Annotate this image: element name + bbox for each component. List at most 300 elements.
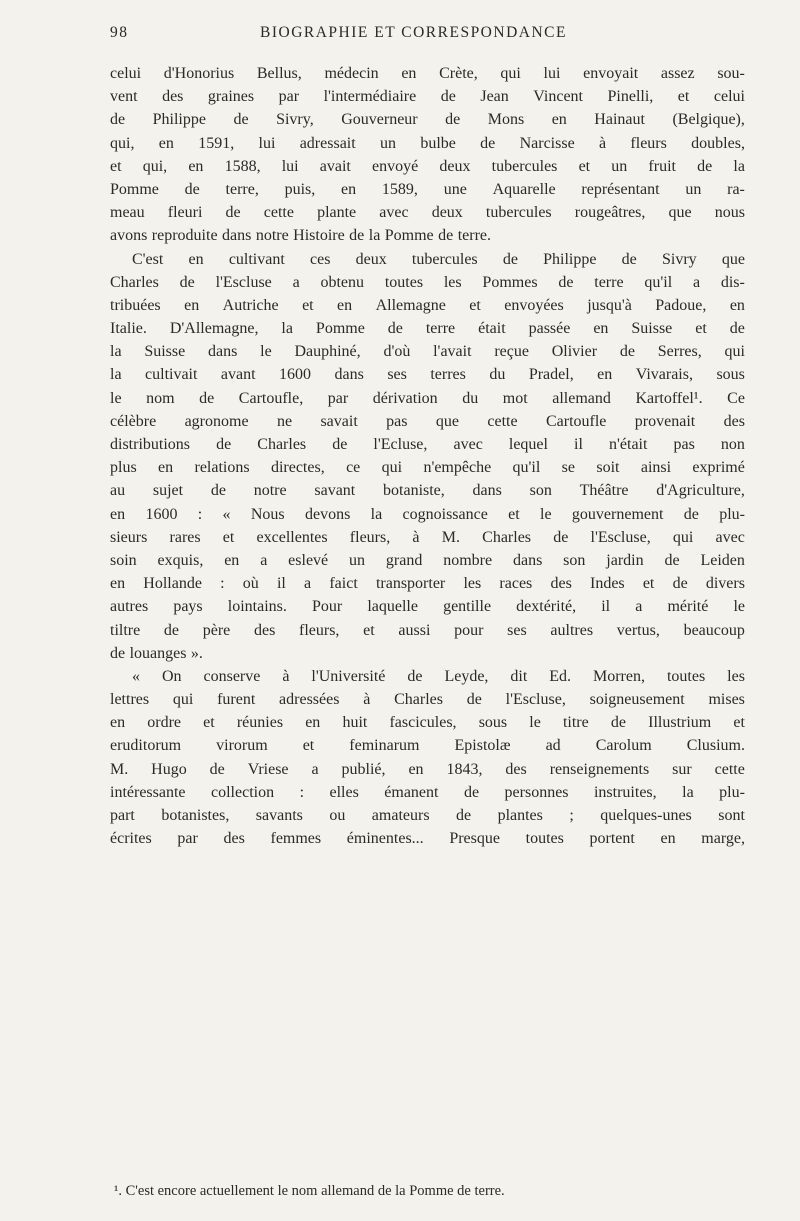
- word: non: [720, 436, 745, 453]
- word: quelques-unes: [600, 807, 692, 824]
- word: sous: [716, 366, 745, 384]
- word: aussi: [398, 621, 431, 639]
- word: à: [282, 667, 290, 685]
- text-line: [110, 363, 745, 386]
- word: et: [203, 714, 215, 732]
- word: qui,: [142, 157, 168, 175]
- word: :: [299, 783, 305, 801]
- word: à: [363, 691, 371, 709]
- word: Pradel,: [528, 366, 574, 384]
- word: en: [110, 575, 126, 593]
- word: le: [540, 505, 552, 523]
- word: Suisse: [631, 320, 673, 338]
- word: cette: [263, 204, 294, 222]
- word: tribuées: [110, 296, 161, 314]
- word: de: [463, 783, 480, 801]
- word: dit: [510, 667, 528, 685]
- word: Olivier: [551, 343, 598, 361]
- word: D'Allemagne,: [169, 320, 259, 338]
- word: cultivait: [145, 366, 198, 384]
- word: Histoire: [293, 227, 345, 245]
- word: graines: [207, 88, 255, 106]
- word: lettres: [110, 691, 150, 709]
- word: qu'il: [644, 273, 673, 291]
- word: l'avait: [433, 343, 472, 361]
- word: M.: [110, 760, 129, 778]
- body-text: [110, 62, 745, 850]
- word: adressées: [279, 691, 340, 709]
- word: jardin: [606, 551, 644, 569]
- word: la: [368, 227, 381, 245]
- word: M.: [441, 528, 460, 546]
- word: Hollande: [143, 575, 202, 593]
- word: à: [412, 528, 420, 546]
- word: représentant: [581, 180, 660, 198]
- word: Nous: [250, 505, 285, 523]
- word: deux: [355, 250, 387, 268]
- word: Clusium.: [686, 737, 745, 755]
- word: Padoue,: [655, 296, 707, 314]
- word: ordre: [147, 714, 182, 732]
- word: Charles: [482, 528, 532, 546]
- word: un: [611, 157, 628, 175]
- word: ses: [387, 366, 407, 384]
- word: et: [733, 714, 745, 732]
- word: gentille: [443, 598, 492, 616]
- word: terre: [425, 320, 456, 338]
- word: une: [443, 180, 467, 198]
- word: dans: [334, 366, 364, 384]
- word: plante: [317, 204, 357, 222]
- word: louanges: [129, 644, 187, 662]
- text-line: [110, 688, 745, 711]
- word: ou: [329, 807, 346, 824]
- word: de: [610, 714, 626, 732]
- word: tiltre: [110, 621, 141, 639]
- word: ainsi: [640, 459, 672, 477]
- word: Théâtre: [579, 482, 629, 500]
- word: mises: [708, 691, 745, 709]
- word: a: [635, 598, 643, 616]
- word: meau: [110, 204, 145, 222]
- word: notre: [255, 227, 289, 245]
- word: qui,: [110, 134, 135, 152]
- word: fleurs: [630, 134, 667, 152]
- word: la: [370, 505, 383, 523]
- word: en: [110, 714, 126, 732]
- text-line: [110, 62, 745, 85]
- word: Vincent: [533, 88, 583, 106]
- word: obtenu: [320, 273, 365, 291]
- text-line: [110, 758, 745, 781]
- word: cette: [714, 760, 745, 778]
- word: de: [456, 807, 472, 824]
- word: botanistes,: [161, 807, 230, 824]
- text-line: [110, 479, 745, 502]
- word: mérité: [667, 598, 709, 616]
- word: en: [158, 134, 174, 152]
- word: en: [158, 459, 174, 477]
- word: ra-: [727, 180, 745, 198]
- word: Charles: [257, 436, 307, 453]
- word: et: [302, 737, 315, 755]
- word: deux: [431, 204, 463, 222]
- word: des: [505, 760, 527, 778]
- word: un: [685, 180, 702, 198]
- word: nous: [714, 204, 745, 222]
- text-line: [110, 734, 745, 757]
- word: toutes: [666, 667, 706, 685]
- word: en: [660, 830, 676, 848]
- word: personnes: [504, 783, 569, 801]
- word: qui: [724, 343, 745, 361]
- word: deux: [439, 157, 471, 175]
- word: un: [380, 134, 396, 152]
- word: instruites,: [593, 783, 657, 801]
- word: avons: [110, 227, 148, 245]
- word: celui: [110, 65, 142, 82]
- word: les: [727, 667, 745, 685]
- word: que: [721, 250, 745, 268]
- word: a: [292, 273, 300, 291]
- word: Leiden: [700, 551, 745, 569]
- text-line: [110, 178, 745, 201]
- word: devons: [304, 505, 351, 523]
- word: a: [260, 551, 268, 569]
- word: renseignements: [549, 760, 650, 778]
- word: eslevé: [288, 551, 329, 569]
- word: plu-: [719, 783, 745, 801]
- word: plantes: [497, 807, 543, 824]
- word: l'Université: [311, 667, 386, 685]
- word: allemand: [552, 389, 611, 407]
- word: cultivant: [228, 250, 285, 268]
- word: pas: [673, 436, 695, 453]
- word: part: [110, 807, 135, 824]
- text-line: [110, 595, 745, 618]
- word: transporter: [375, 575, 446, 593]
- text-line: [110, 224, 745, 247]
- word: et: [642, 575, 655, 593]
- word: Morren,: [593, 667, 645, 685]
- word: 1589,: [381, 180, 418, 198]
- word: dis-: [720, 273, 745, 291]
- word: portent: [589, 830, 635, 848]
- word: ne: [276, 412, 293, 430]
- word: puis,: [284, 180, 316, 198]
- text-line: [110, 85, 745, 108]
- word: plu-: [719, 505, 745, 523]
- word: rares: [169, 528, 201, 546]
- word: de: [225, 204, 241, 222]
- word: Vriese: [247, 760, 289, 778]
- word: en: [408, 760, 424, 778]
- word: de: [209, 760, 225, 778]
- word: avec: [715, 528, 745, 546]
- word: tubercules: [485, 204, 552, 222]
- word: et: [695, 320, 707, 338]
- word: Ce: [727, 389, 745, 407]
- word: terre.: [457, 227, 492, 245]
- word: Aquarelle: [492, 180, 556, 198]
- word: dans: [472, 482, 502, 500]
- word: cette: [487, 412, 518, 430]
- word: d'où: [383, 343, 411, 361]
- text-line: [110, 433, 745, 456]
- word: de: [502, 250, 518, 268]
- text-line: [110, 271, 745, 294]
- word: Philippe: [543, 250, 597, 268]
- word: de: [387, 320, 403, 338]
- word: nom: [146, 389, 175, 407]
- word: dans: [222, 227, 252, 245]
- word: envoyé: [372, 157, 419, 175]
- word: sou-: [717, 65, 745, 82]
- text-line: [110, 827, 745, 850]
- word: l'intermédiaire: [323, 88, 417, 106]
- word: Leyde,: [444, 667, 489, 685]
- word: Bellus,: [256, 65, 302, 82]
- word: Sivry: [661, 250, 697, 268]
- word: de: [216, 436, 232, 453]
- word: de: [621, 250, 637, 268]
- word: de: [683, 505, 699, 523]
- word: Presque: [449, 830, 500, 848]
- word: la: [733, 157, 745, 175]
- word: son: [563, 551, 586, 569]
- word: reproduite: [151, 227, 218, 245]
- word: laquelle: [367, 598, 418, 616]
- word: par: [177, 830, 198, 848]
- word: soigneusement: [589, 691, 685, 709]
- word: et: [222, 528, 235, 546]
- word: C'est: [132, 250, 164, 268]
- word: huit: [342, 714, 368, 732]
- word: de: [480, 134, 496, 152]
- word: On: [161, 667, 182, 685]
- word: Pomme: [315, 320, 365, 338]
- word: et: [110, 157, 122, 175]
- word: Carolum: [595, 737, 652, 755]
- word: agronome: [184, 412, 249, 430]
- word: l'Escluse: [215, 273, 272, 291]
- word: de: [729, 320, 745, 338]
- word: 1588,: [224, 157, 261, 175]
- running-title: BIOGRAPHIE ET CORRESPONDANCE: [260, 24, 567, 41]
- word: les: [443, 273, 462, 291]
- word: écrites: [110, 830, 152, 848]
- text-line: [110, 387, 745, 410]
- word: avec: [379, 204, 409, 222]
- word: Indes: [589, 575, 625, 593]
- word: provenait: [634, 412, 696, 430]
- word: lequel: [508, 436, 548, 453]
- word: «: [132, 667, 140, 685]
- word: son: [529, 482, 552, 500]
- word: Sivry,: [276, 111, 314, 129]
- word: un: [349, 551, 366, 569]
- word: Pinelli,: [607, 88, 654, 106]
- word: directes,: [270, 459, 325, 477]
- word: jusqu'à: [587, 296, 632, 314]
- word: Serres,: [657, 343, 702, 361]
- text-line: [110, 572, 745, 595]
- word: en: [597, 366, 613, 384]
- text-line: [110, 526, 745, 549]
- word: Autriche: [222, 296, 279, 314]
- word: et: [469, 296, 481, 314]
- word: au: [110, 482, 126, 500]
- word: fleurs,: [299, 621, 340, 639]
- word: en: [224, 551, 240, 569]
- word: qui: [172, 691, 194, 709]
- word: de: [199, 389, 215, 407]
- word: de: [210, 482, 226, 500]
- word: de: [407, 667, 423, 685]
- word: par: [327, 389, 349, 407]
- word: sont: [718, 807, 745, 824]
- word: toutes: [384, 273, 424, 291]
- word: terre,: [225, 180, 259, 198]
- word: en: [341, 180, 357, 198]
- word: en: [593, 320, 609, 338]
- word: de: [163, 621, 180, 639]
- word: sous: [478, 714, 508, 732]
- word: des: [723, 412, 745, 430]
- word: passée: [528, 320, 571, 338]
- text-line: [110, 503, 745, 526]
- word: femmes: [270, 830, 322, 848]
- word: ces: [309, 250, 331, 268]
- word: distributions: [110, 436, 191, 453]
- word: père: [202, 621, 231, 639]
- word: pays: [173, 598, 203, 616]
- word: des: [162, 88, 184, 106]
- text-line: [110, 294, 745, 317]
- word: de: [332, 436, 348, 453]
- word: Cartoufle: [545, 412, 607, 430]
- word: cognoissance: [402, 505, 488, 523]
- word: assez: [660, 65, 695, 82]
- word: faict: [329, 575, 358, 593]
- word: envoyait: [583, 65, 639, 82]
- word: feminarum: [349, 737, 420, 755]
- word: ad: [545, 737, 561, 755]
- word: avec: [453, 436, 483, 453]
- word: exquis,: [157, 551, 204, 569]
- word: adressait: [299, 134, 356, 152]
- word: Hainaut: [594, 111, 645, 129]
- word: beaucoup: [683, 621, 745, 639]
- word: terre: [594, 273, 624, 291]
- word: à: [599, 134, 607, 152]
- word: éminentes...: [346, 830, 424, 848]
- word: sur: [672, 760, 692, 778]
- word: de: [110, 644, 126, 662]
- word: Mons: [487, 111, 525, 129]
- word: Crète,: [439, 65, 478, 82]
- word: sieurs: [110, 528, 148, 546]
- word: d'Agriculture,: [656, 482, 745, 500]
- word: de: [440, 88, 456, 106]
- word: ».: [190, 644, 203, 662]
- word: doubles,: [691, 134, 745, 152]
- word: il: [601, 598, 611, 616]
- word: de: [553, 528, 569, 546]
- word: lui: [543, 65, 561, 82]
- word: Hugo: [151, 760, 187, 778]
- word: 1600: [279, 366, 312, 384]
- word: Allemagne: [375, 296, 446, 314]
- text-line: [110, 711, 745, 734]
- word: en: [188, 157, 204, 175]
- word: qui: [381, 459, 403, 477]
- text-line: [110, 549, 745, 572]
- word: des: [550, 575, 572, 593]
- word: la: [281, 320, 293, 338]
- word: en: [337, 296, 353, 314]
- footnote: ¹. C'est encore actuellement le nom allemand de la Pomme de terre.: [114, 1183, 505, 1199]
- text-line: [110, 665, 745, 688]
- word: qu'il: [512, 459, 541, 477]
- word: des: [253, 621, 276, 639]
- word: en: [729, 296, 745, 314]
- word: Pour: [311, 598, 343, 616]
- word: Gouverneur: [341, 111, 418, 129]
- word: de: [110, 111, 126, 129]
- word: ;: [569, 807, 574, 824]
- word: du: [462, 389, 479, 407]
- word: amateurs: [371, 807, 430, 824]
- word: avait: [319, 157, 351, 175]
- word: nombre: [443, 551, 493, 569]
- word: les: [463, 575, 482, 593]
- word: il: [574, 436, 583, 453]
- word: la: [682, 783, 694, 801]
- word: aultres: [550, 621, 594, 639]
- word: Suisse: [144, 343, 186, 361]
- word: toutes: [525, 830, 564, 848]
- word: fleuri: [167, 204, 203, 222]
- word: tubercules: [411, 250, 478, 268]
- word: savants: [255, 807, 303, 824]
- word: a: [304, 575, 312, 593]
- word: bulbe: [420, 134, 456, 152]
- word: eruditorum: [110, 737, 182, 755]
- text-line: [110, 410, 745, 433]
- word: se: [561, 459, 575, 477]
- text-line: [110, 248, 745, 271]
- word: publié,: [341, 760, 386, 778]
- word: de: [672, 575, 688, 593]
- word: ses: [507, 621, 527, 639]
- word: ce: [346, 459, 361, 477]
- text-line: [110, 456, 745, 479]
- word: Kartoffel¹.: [635, 389, 703, 407]
- word: de: [179, 273, 195, 291]
- word: Charles: [110, 273, 159, 291]
- word: Italie.: [110, 320, 147, 338]
- word: de: [438, 227, 454, 245]
- word: Illustrium: [648, 714, 712, 732]
- word: d'Honorius: [163, 65, 235, 82]
- word: et: [363, 621, 375, 639]
- word: avant: [220, 366, 256, 384]
- text-line: [110, 155, 745, 178]
- word: Pomme: [110, 180, 159, 198]
- word: fruit: [648, 157, 676, 175]
- word: n'était: [609, 436, 648, 453]
